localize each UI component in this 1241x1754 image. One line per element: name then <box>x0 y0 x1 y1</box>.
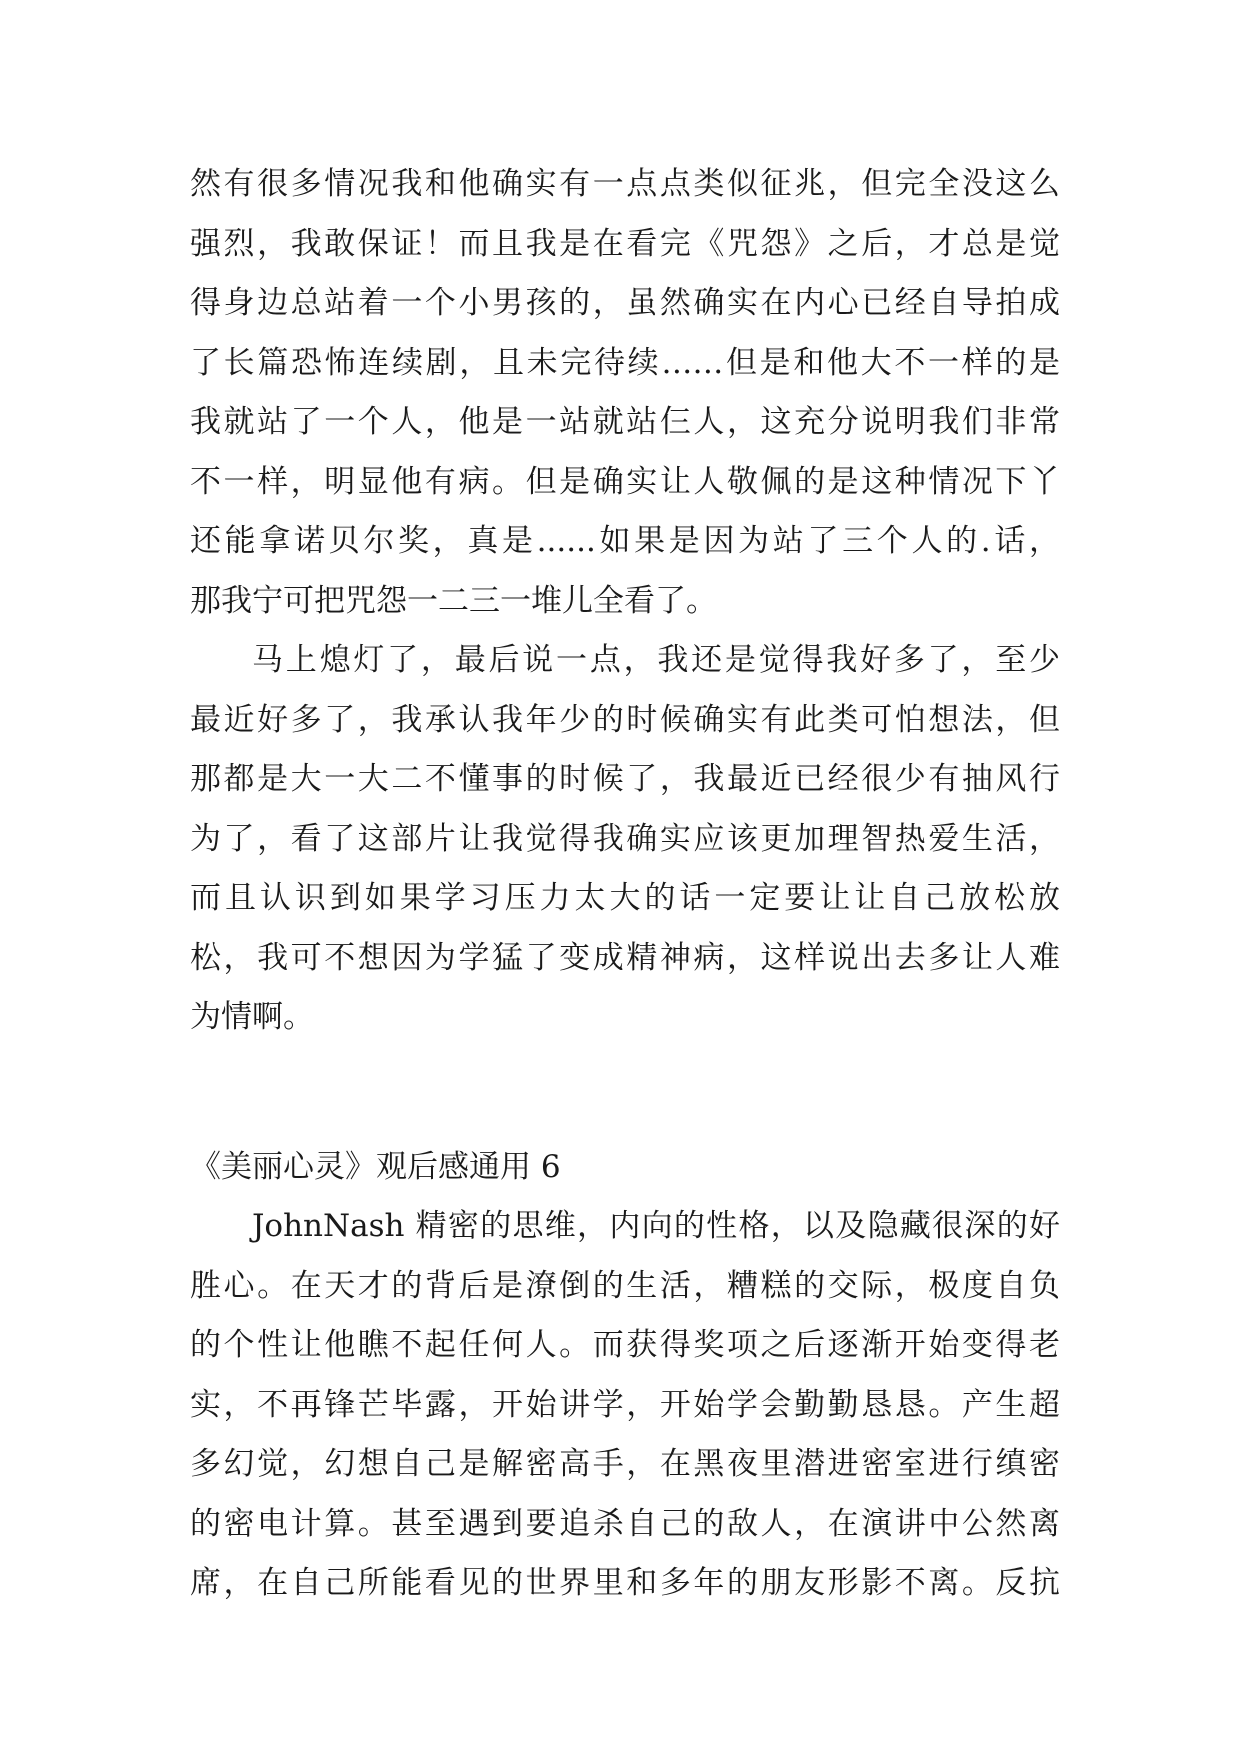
text-line: 最近好多了，我承认我年少的时候确实有此类可怕想法，但 <box>190 701 1060 738</box>
text-line: 不一样，明显他有病。但是确实让人敬佩的是这种情况下丫 <box>190 463 1060 500</box>
paragraph-2 <box>190 631 1060 1048</box>
text-line: 松，我可不想因为学猛了变成精神病，这样说出去多让人难 <box>190 939 1060 976</box>
paragraph-1 <box>190 155 1060 631</box>
text-line: 强烈，我敢保证！而且我是在看完《咒怨》之后，才总是觉 <box>190 225 1060 262</box>
text-line: 而且认识到如果学习压力太大的话一定要让让自己放松放 <box>190 880 1060 916</box>
text-line: JohnNash 精密的思维，内向的性格，以及隐藏很深的好 <box>252 1208 1060 1244</box>
text-line: 那都是大一大二不懂事的时候了，我最近已经很少有抽风行 <box>190 761 1060 797</box>
section-6 <box>190 1138 1060 1614</box>
text-line: 席，在自己所能看见的世界里和多年的朋友形影不离。反抗 <box>190 1565 1060 1601</box>
section-heading: 《美丽心灵》观后感通用 6 <box>190 1148 561 1185</box>
section-gap <box>190 1048 1060 1138</box>
text-line: 然有很多情况我和他确实有一点点类似征兆，但完全没这么 <box>190 166 1060 202</box>
text-line: 我就站了一个人，他是一站就站仨人，这充分说明我们非常 <box>190 404 1060 440</box>
text-line: 胜心。在天才的背后是潦倒的生活，糟糕的交际，极度自负 <box>190 1267 1060 1304</box>
text-line: 得身边总站着一个小男孩的，虽然确实在内心已经自导拍成 <box>190 285 1060 321</box>
text-line: 多幻觉，幻想自己是解密高手，在黑夜里潜进密室进行缜密 <box>190 1446 1060 1482</box>
text-line: 马上熄灯了，最后说一点，我还是觉得我好多了，至少 <box>252 642 1060 678</box>
text-line: 为情啊。 <box>190 999 314 1035</box>
document-body <box>190 155 1060 1614</box>
text-line: 的密电计算。甚至遇到要追杀自己的敌人，在演讲中公然离 <box>190 1505 1060 1542</box>
text-line: 还能拿诺贝尔奖，真是......如果是因为站了三个人的.话， <box>190 523 1060 559</box>
text-line: 了长篇恐怖连续剧，且未完待续……但是和他大不一样的是 <box>190 344 1060 381</box>
text-line: 的个性让他瞧不起任何人。而获得奖项之后逐渐开始变得老 <box>190 1327 1060 1363</box>
text-line: 为了，看了这部片让我觉得我确实应该更加理智热爱生活， <box>190 820 1060 857</box>
text-line: 实，不再锋芒毕露，开始讲学，开始学会勤勤恳恳。产生超 <box>190 1386 1060 1423</box>
text-line: 那我宁可把咒怨一二三一堆儿全看了。 <box>190 582 717 619</box>
